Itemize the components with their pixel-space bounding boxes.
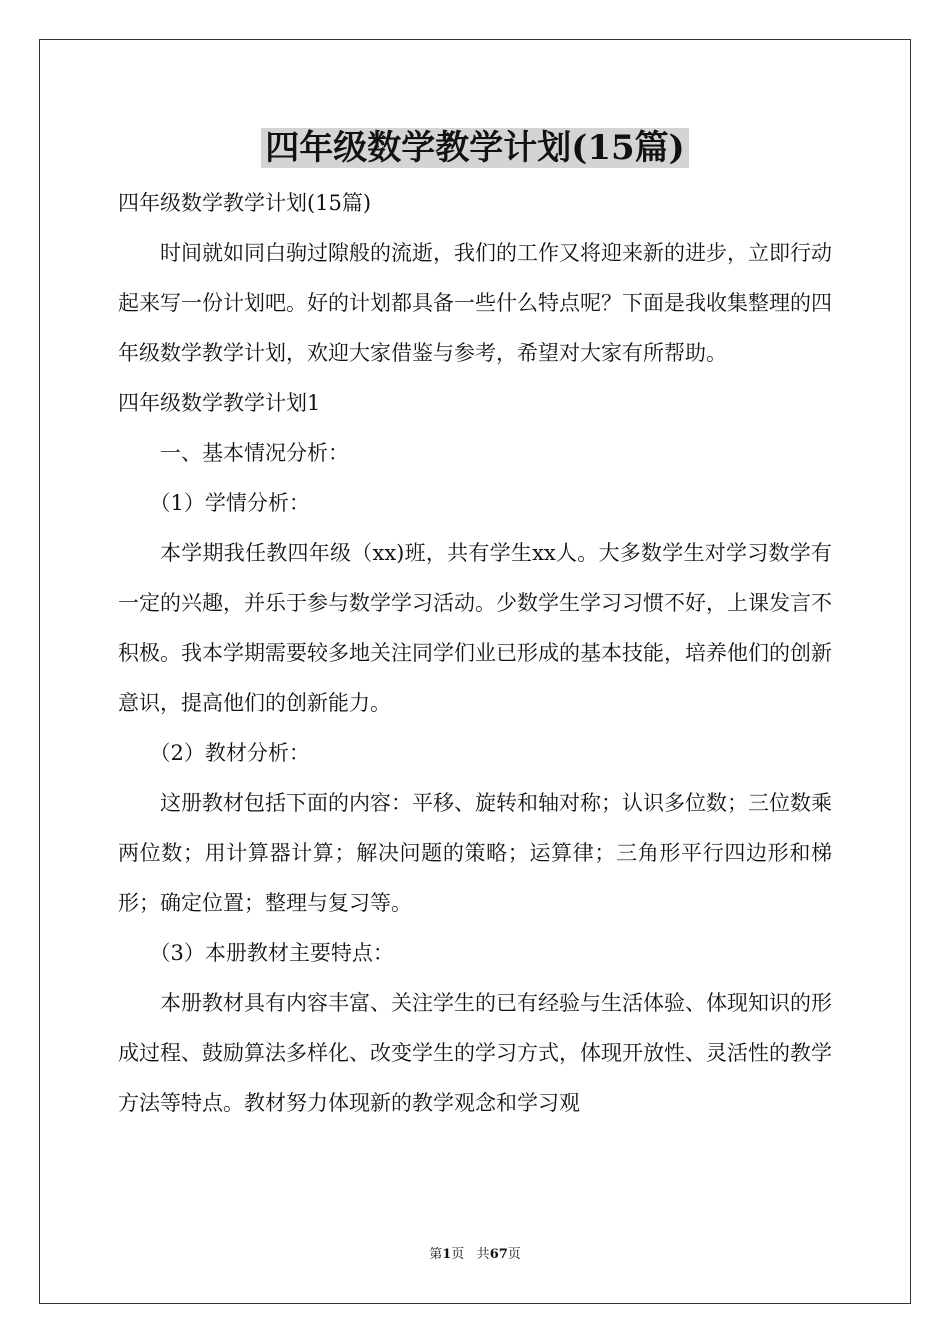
item-heading: （1）学情分析：: [149, 491, 310, 515]
body-paragraph: 这册教材包括下面的内容：平移、旋转和轴对称；认识多位数；三位数乘两位数；用计算器计算；解决问题的策略；运算律；三角形平行四边形和梯形；确定位置；整理与复习等。: [118, 791, 832, 915]
intro-paragraph: 时间就如同白驹过隙般的流逝，我们的工作又将迎来新的进步，立即行动起来写一份计划吧。好的计划都具备一些什么特点呢？下面是我收集整理的四年级数学教学计划，欢迎大家借鉴与参考，希望对大家有所帮助。: [118, 241, 832, 365]
document-title-text: 四年级数学教学计划(15篇): [261, 128, 689, 168]
section-heading: 四年级数学教学计划1: [118, 391, 321, 415]
body-paragraph: 本学期我任教四年级（xx)班，共有学生xx人。大多数学生对学习数学有一定的兴趣，并乐于参与数学学习活动。少数学生学习习惯不好，上课发言不积极。我本学期需要较多地关注同学们业已形成的基本技能，培养他们的创新意识，提高他们的创新能力。: [118, 541, 832, 715]
body-paragraph: 本册教材具有内容丰富、关注学生的已有经验与生活体验、体现知识的形成过程、鼓励算法多样化、改变学生的学习方式，体现开放性、灵活性的教学方法等特点。教材努力体现新的教学观念和学习观: [118, 991, 832, 1115]
subsection-heading: 一、基本情况分析：: [160, 441, 349, 465]
footer-total-suffix: 页: [507, 1247, 521, 1262]
footer-total-prefix: 共: [476, 1247, 490, 1262]
footer-page-suffix: 页: [451, 1247, 465, 1262]
item-heading: （3）本册教材主要特点：: [149, 941, 394, 965]
item-heading: （2）教材分析：: [149, 741, 310, 765]
footer-page-prefix: 第: [429, 1247, 443, 1262]
subtitle-paragraph: 四年级数学教学计划(15篇): [118, 191, 372, 215]
page-footer: [0, 1246, 950, 1264]
footer-total-pages: 67: [489, 1247, 508, 1262]
document-title: [0, 126, 950, 170]
footer-page-number: 1: [442, 1247, 452, 1262]
document-body: [118, 178, 832, 1128]
